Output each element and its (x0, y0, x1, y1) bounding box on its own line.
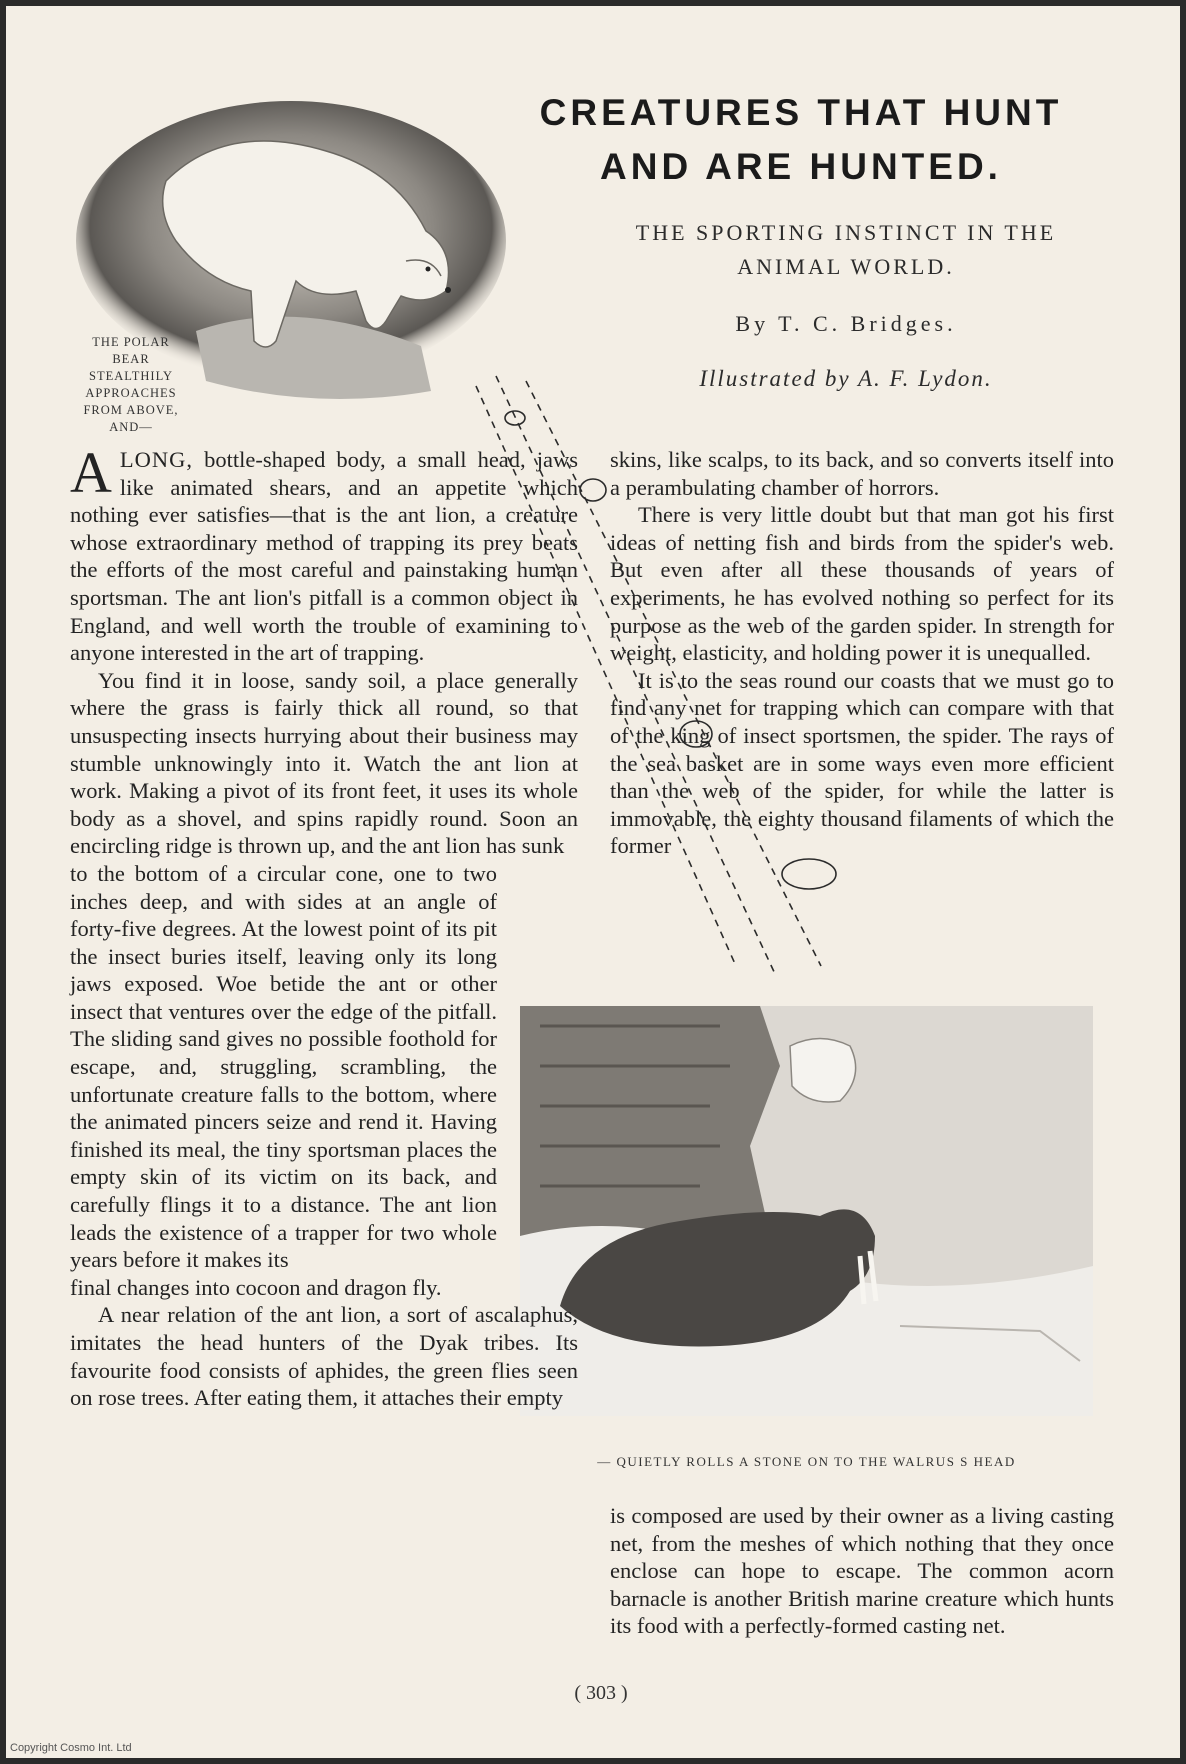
page-number: ( 303 ) (574, 1682, 628, 1704)
walrus-caption: — QUIETLY ROLLS A STONE ON TO THE WALRUS S HEAD (597, 1454, 1016, 1469)
paragraph-casting-net: is composed are used by their owner as a living casting net, from the meshes of which nothing that they once enclose can hope to escape. The common acorn barnacle is another British marine creature which hunts its food with a perfectly-formed casting net. (610, 1503, 1114, 1639)
paragraph-scalps: skins, like scalps, to its back, and so converts itself into a perambulating chamber of horrors. (610, 447, 1114, 500)
paragraph-spider-web: There is very little doubt but that man got his first ideas of netting fish and birds from the spider's web. But even after all these thousands of years of experiments, he has evolved nothing so perfect for its purpose as the web of the garden spider. In strength for weight, elasticity, and holding power it is unequalled. (610, 502, 1114, 666)
polar-bear-caption: THE POLAR BEAR STEALTHILY APPROACHES FROM ABOVE, AND— (83, 335, 179, 434)
left-column-narrow (70, 860, 497, 1274)
right-column-bottom (610, 1502, 1114, 1640)
paragraph-pitfall-b: to the bottom of a circular cone, one to two inches deep, and with sides at an angle of forty-five degrees. At the lowest point of its pit the insect buries itself, leaving only its long jaws exposed. Woe betide the ant or other insect that ventures over the edge of the pitfall. The sliding sand gives no possible foothold for escape, and, struggling, scrambling, the unfortunate creature falls to the bottom, where the animated pincers seize and rend it. Having finished its meal, the tiny sportsman places the empty skin of its victim on its back, and carefully flings it to a distance. The ant lion leads the existence of a trapper for two whole years before it makes its (70, 860, 497, 1273)
article-title (476, 86, 1126, 194)
paragraph-sea-basket: It is to the seas round our coasts that we must go to find any net for trapping which can compare with that of the king of insect sportsmen, the spider. The rays of the sea basket are in some ways even more efficient than the web of the spider, for while the latter is immovable, the eighty thousand filaments of which the former (610, 667, 1114, 859)
author-byline: By T. C. Bridges. (735, 311, 957, 336)
subtitle-line-2: ANIMAL WORLD. (737, 254, 955, 279)
illustrator-credit: Illustrated by A. F. Lydon. (699, 366, 993, 391)
copyright-notice: Copyright Cosmo Int. Ltd (10, 1742, 132, 1754)
paragraph-ascalaphus: A near relation of the ant lion, a sort of ascalaphus, imitates the head hunters of the Dyak tribes. Its favourite food consists of aphides, the green flies seen on rose trees. After eating them, it attaches their empty (70, 1302, 578, 1411)
title-line-1: CREATURES THAT HUNT (539, 92, 1063, 133)
title-line-2: AND ARE HUNTED. (600, 146, 1002, 187)
paragraph-ant-lion-intro: ALONG, bottle-shaped body, a small head, jaws like animated shears, and an appetite which nothing ever satisfies—that is the ant lion, a creature whose extraordinary method of trapping its prey beats the efforts of the most careful and painstaking human sportsman. The ant lion's pitfall is a common object in England, and well worth the trouble of examining to anyone interested in the art of trapping. (70, 440, 578, 666)
article-subtitle (581, 216, 1111, 284)
paragraph-pitfall-c: final changes into cocoon and dragon fly. (70, 1274, 442, 1300)
right-column-top (610, 446, 1114, 860)
walrus-illustration (520, 1006, 1093, 1416)
subtitle-line-1: THE SPORTING INSTINCT IN THE (635, 220, 1057, 245)
left-column (70, 440, 578, 1412)
drop-cap: A (70, 440, 112, 505)
paragraph-pitfall-a: You find it in loose, sandy soil, a place generally where the grass is fairly thick all round, so that unsuspecting insects hurrying about their business may stumble unknowingly into it. Watch the ant lion at work. Making a pivot of its front feet, it uses its whole body as a shovel, and spins rapidly round. Soon an encircling ridge is thrown up, and the ant lion has sunk (70, 667, 578, 859)
magazine-page (6, 6, 1180, 1758)
